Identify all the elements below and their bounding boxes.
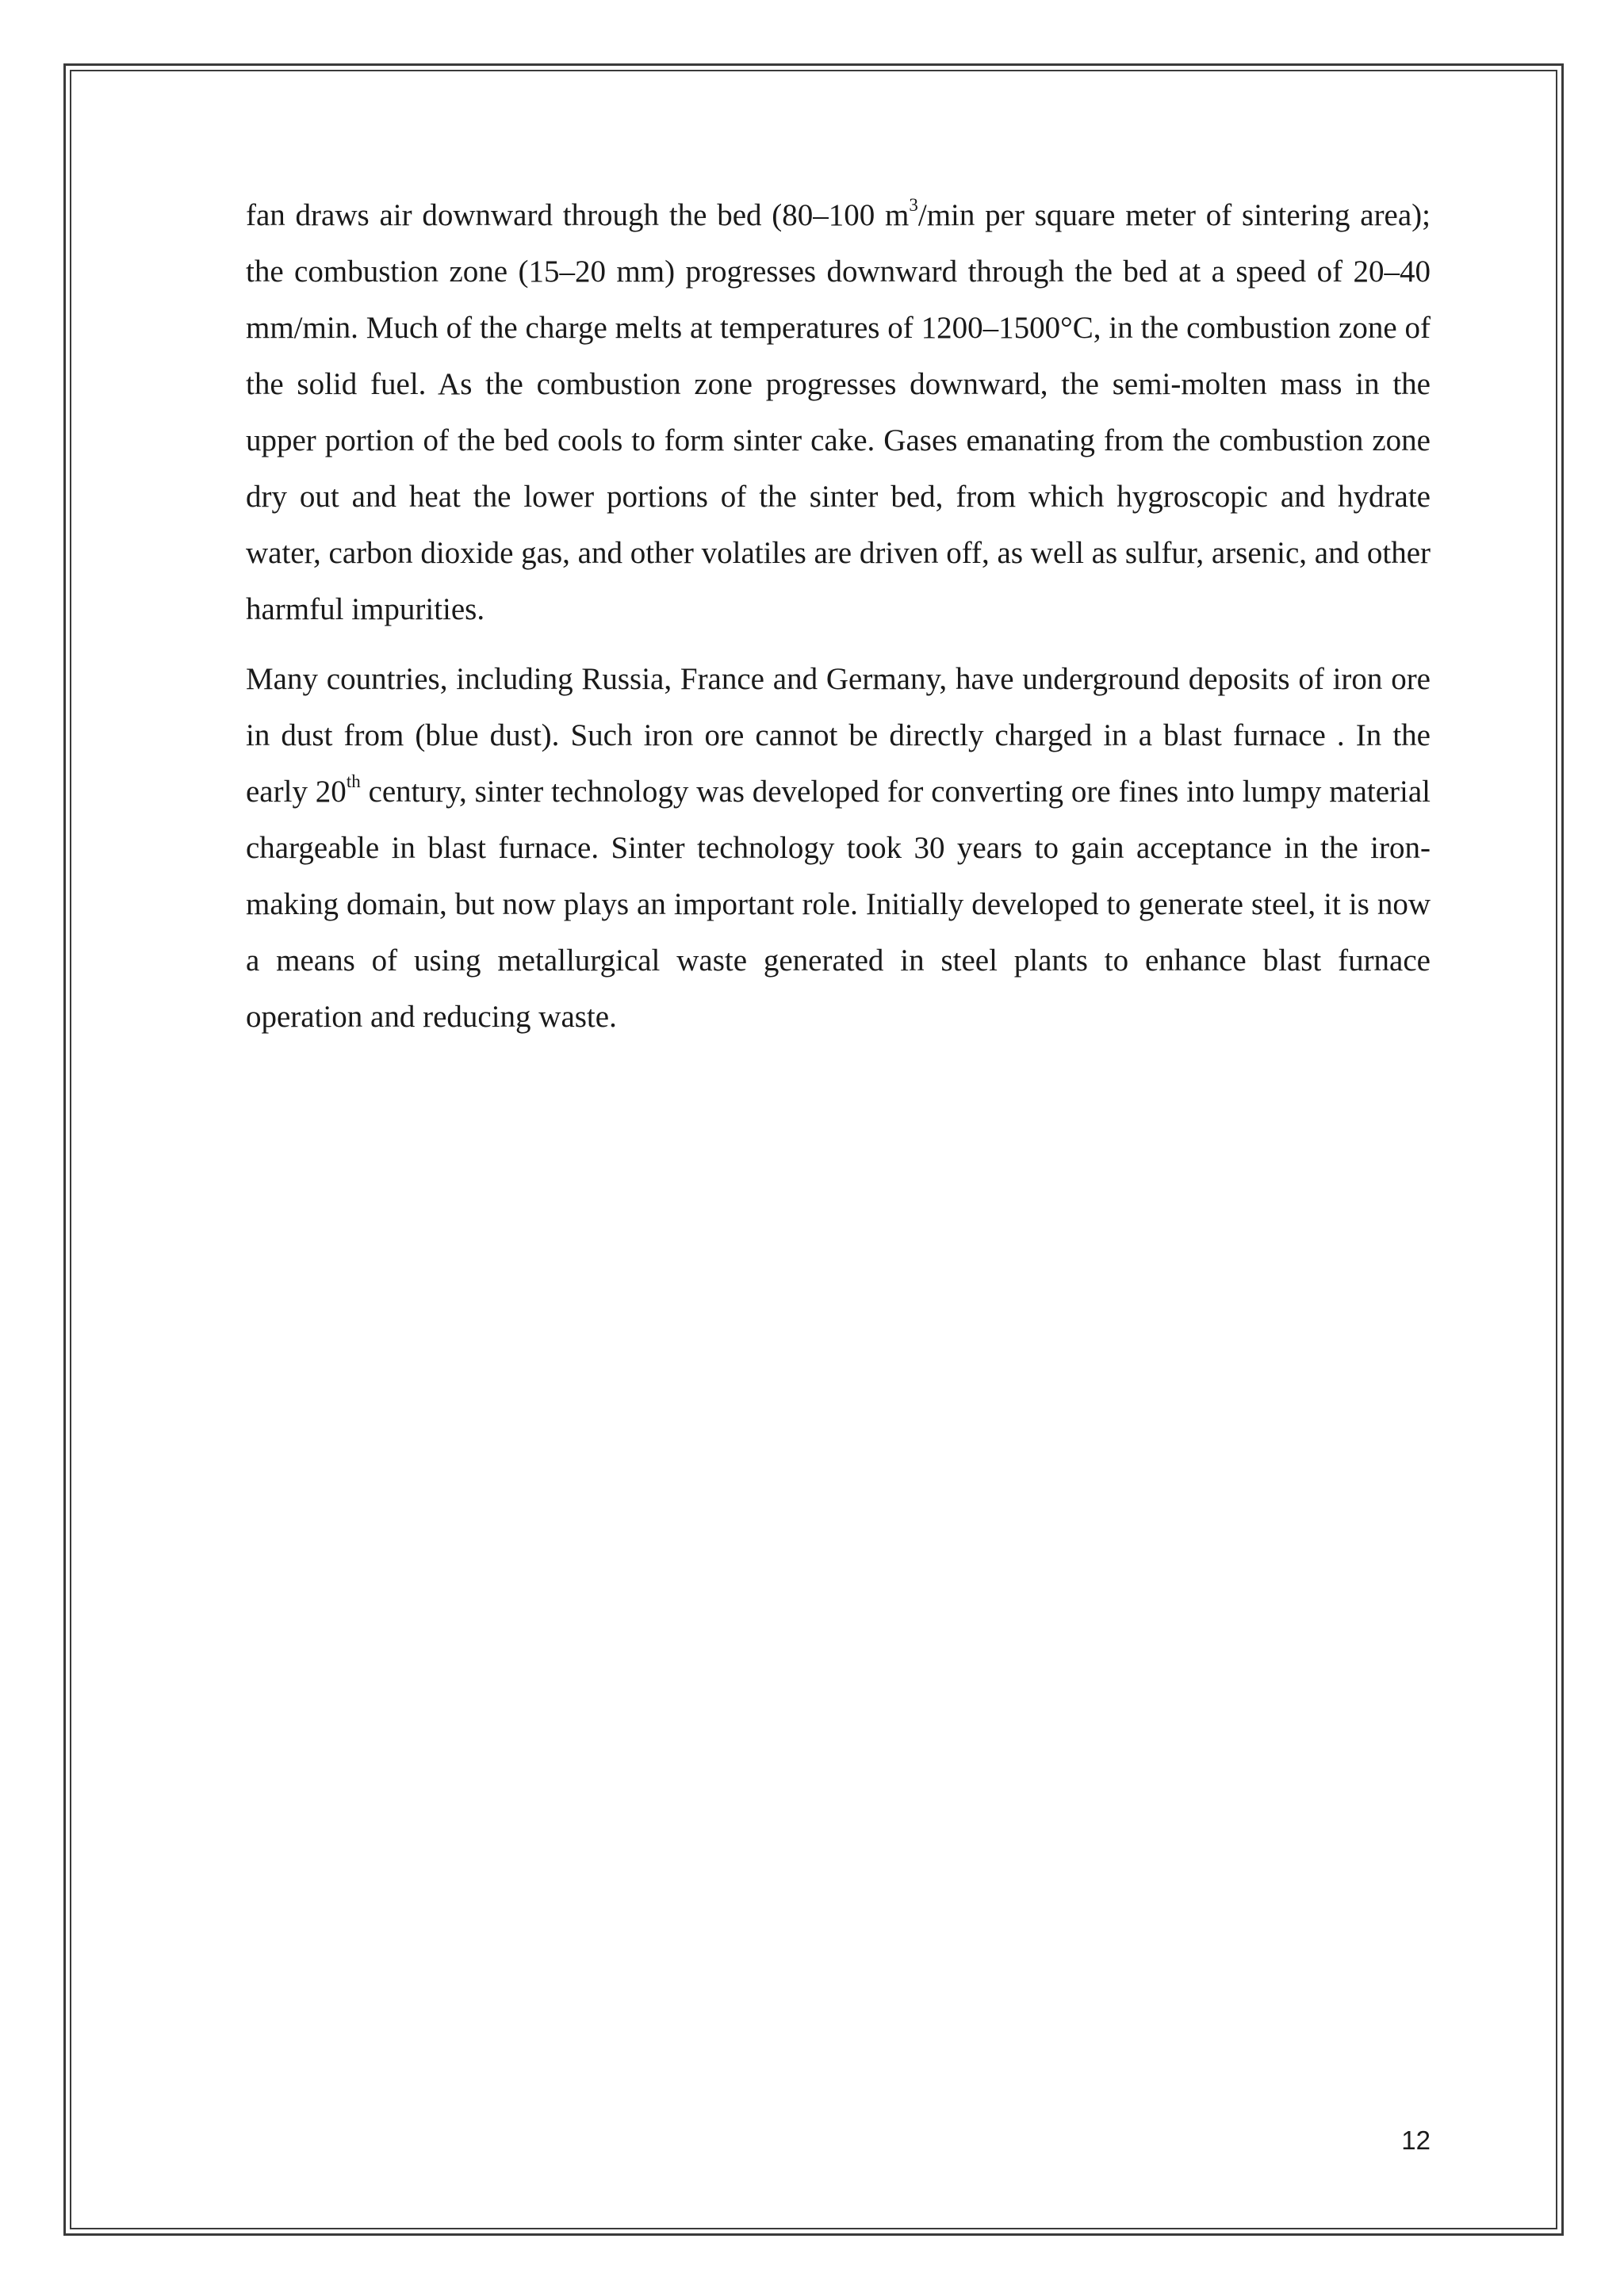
page-number: 12 bbox=[1401, 2126, 1431, 2155]
paragraph-sinter-history bbox=[246, 651, 1431, 1045]
paragraph-text: century, sinter technology was developed for converting ore fines into lumpy material chargeable in blast furnace. Sinter technology took 30 years to gain acceptance in the iron- making domain, but now plays an important role. Initially developed to generate steel, it is now a means of using metallurgical waste generated in steel plants to enhance blast furnace operation and reducing waste. bbox=[246, 775, 1431, 1034]
superscript: 3 bbox=[909, 195, 918, 215]
superscript: th bbox=[346, 771, 361, 791]
paragraph-text: fan draws air downward through the bed (80–100 m bbox=[246, 198, 910, 232]
document-body bbox=[246, 187, 1431, 1045]
paragraph-sintering-process bbox=[246, 187, 1431, 637]
paragraph-text: /min per square meter of sintering area); the combustion zone (15–20 mm) progresses downward through the bed at a speed of 20–40 mm/min. Much of the charge melts at temperatures of 1200–1500°C, in the combustion zone of the solid fuel. As the combustion zone progresses downward, the semi-molten mass in the upper portion of the bed cools to form sinter cake. Gases emanating from the combustion zone dry out and heat the lower portions of the sinter bed, from which hygroscopic and hydrate water, carbon dioxide gas, and other volatiles are driven off, as well as sulfur, arsenic, and other harmful impurities. bbox=[246, 198, 1431, 626]
paragraph-text: Many countries, including Russia, France and Germany, have underground deposits of iron ore in dust from (blue dust). Such iron ore cannot be directly charged in a blast furnace . In the early 20 bbox=[246, 662, 1431, 809]
